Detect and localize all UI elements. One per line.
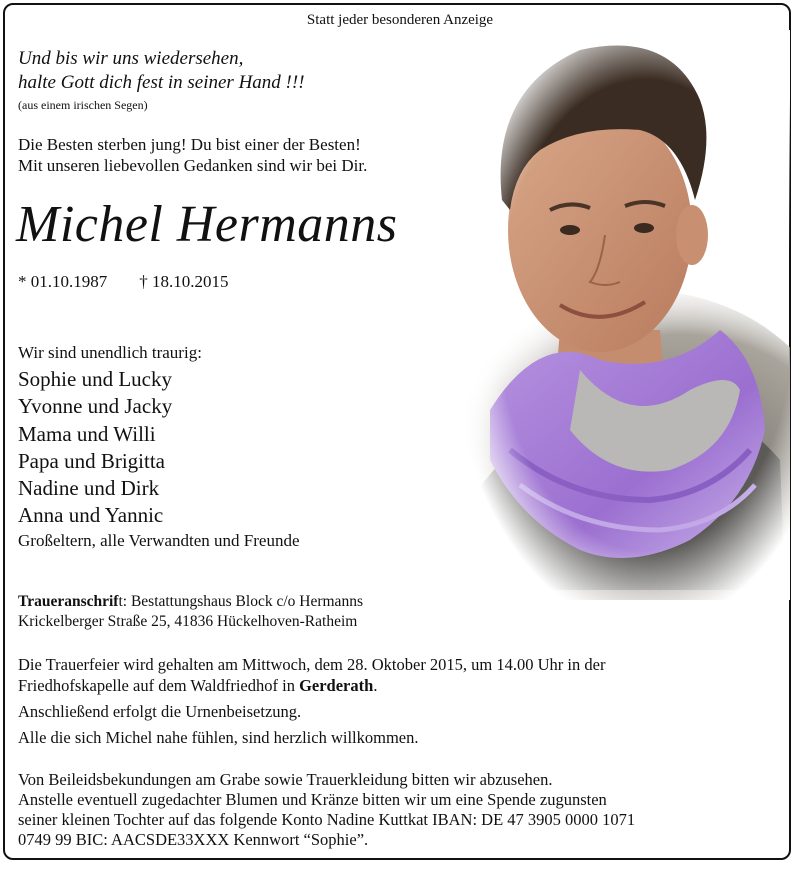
service-line-2: Friedhofskapelle auf dem Waldfriedhof in	[18, 676, 300, 695]
address-line-2: Krickelberger Straße 25, 41836 Hückelhoven-Ratheim	[18, 613, 358, 630]
address-label: Traueranschrif	[18, 593, 119, 610]
urn-burial-text: Anschließend erfolgt die Urnenbeisetzung.	[18, 702, 302, 721]
header-line: Statt jeder besonderen Anzeige	[306, 12, 494, 28]
birth-date: * 01.10.1987	[18, 272, 108, 291]
welcome-text: Alle die sich Michel nahe fühlen, sind herzlich willkommen.	[18, 728, 419, 747]
mourners-others: Großeltern, alle Verwandten und Freunde	[18, 531, 300, 550]
intro-text	[18, 134, 367, 176]
service-line-2-end: .	[373, 676, 378, 695]
mourner-entry: Sophie und Lucky	[18, 367, 172, 391]
mourner-entry: Nadine und Dirk	[18, 476, 160, 501]
donation-line-2: Anstelle eventuell zugedachter Blumen und Kränze bitten wir um eine Spende zugunsten	[18, 790, 607, 809]
portrait-photo	[430, 30, 790, 600]
service-place: Gerderath	[299, 676, 374, 695]
quote-source: (aus einem irischen Segen)	[18, 98, 148, 112]
mourning-address	[18, 592, 363, 632]
blessing-quote	[18, 47, 305, 95]
mourner-entry: Yvonne und Jacky	[18, 394, 173, 419]
donation-line-4: 0749 99 BIC: AACSDE33XXX Kennwort “Sophie”.	[18, 830, 369, 849]
death-date: † 18.10.2015	[139, 272, 229, 291]
address-line-1: t: Bestattungshaus Block c/o Hermanns	[118, 593, 363, 610]
service-info	[18, 654, 605, 696]
life-dates	[18, 272, 229, 292]
mourner-entry: Anna und Yannic	[18, 503, 164, 528]
quote-line-2: halte Gott dich fest in seiner Hand !!!	[18, 72, 305, 93]
mourner-entry: Mama und Willi	[18, 421, 156, 446]
intro-line-2: Mit unseren liebevollen Gedanken sind wir bei Dir.	[18, 156, 368, 175]
deceased-name: Michel Hermanns	[16, 196, 398, 253]
mourner-entry: Papa und Brigitta	[18, 448, 165, 473]
donation-info	[18, 770, 635, 850]
quote-line-1: Und bis wir uns wiedersehen,	[18, 48, 244, 69]
service-line-1: Die Trauerfeier wird gehalten am Mittwoch, dem 28. Oktober 2015, um 14.00 Uhr in der	[18, 655, 606, 674]
donation-line-1: Von Beileidsbekundungen am Grabe sowie Trauerkleidung bitten wir abzusehen.	[18, 770, 553, 789]
mourners-intro: Wir sind unendlich traurig:	[18, 343, 202, 362]
mourners-list	[18, 366, 172, 530]
donation-line-3: seiner kleinen Tochter auf das folgende Konto Nadine Kuttkat IBAN: DE 47 3905 0000 1071	[18, 810, 636, 829]
intro-line-1: Die Besten sterben jung! Du bist einer der Besten!	[18, 135, 361, 154]
